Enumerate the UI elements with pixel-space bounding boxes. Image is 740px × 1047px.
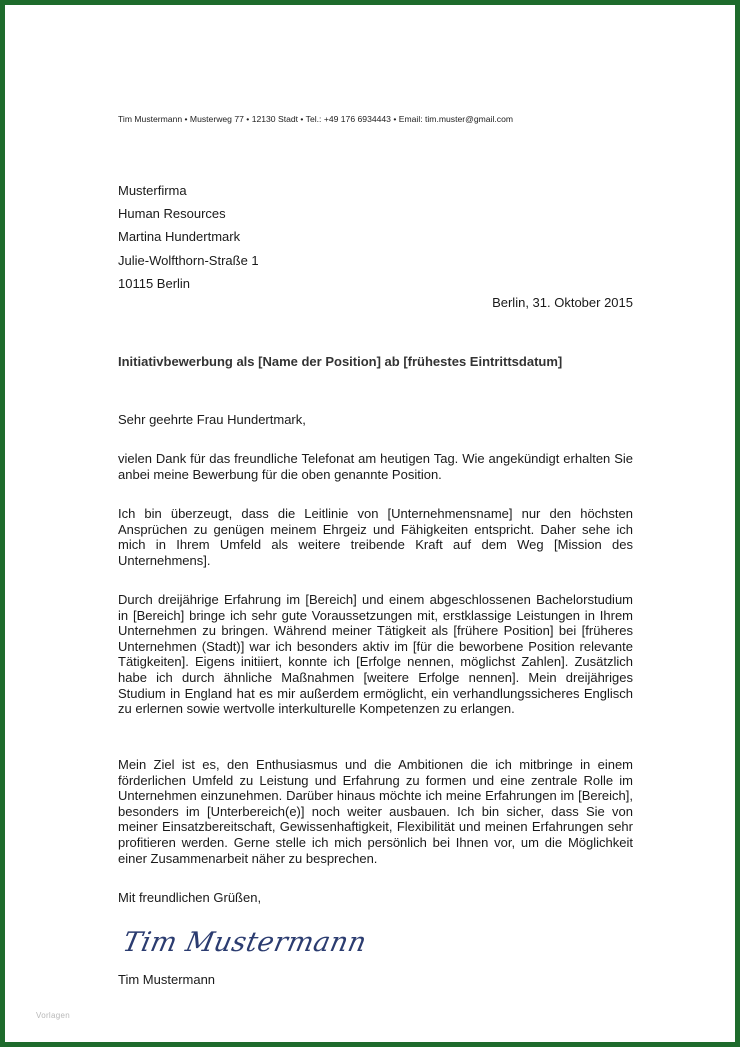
body-paragraph: Durch dreijährige Erfahrung im [Bereich] und einem abgeschlossenen Bachelorstudium in [Bereich] bringe ich sehr gute Voraussetzungen mit, erstklassige Leistungen in Ihrem Unternehmen zu bringen. Während meiner Tätigkeit als [frühere Position] bei [früheres Unternehmen (Stadt)] war ich besonders aktiv im [für die beworbene Position relevante Tätigkeiten]. Eigens initiiert, konnte ich [Erfolge nennen, möglichst Zahlen]. Zusätzlich habe ich durch ähnliche Maßnahmen [weitere Erfolge nennen]. Mein dreijähriges Studium in England hat es mir außerdem ermöglicht, ein verhandlungssicheres Englisch zu erlernen sowie wertvolle interkulturelle Kompetenzen zu erlangen. (118, 592, 633, 717)
handwritten-signature: Tim Mustermann (120, 927, 370, 958)
recipient-company: Musterfirma (118, 183, 187, 198)
recipient-address (118, 179, 259, 295)
letter-subject: Initiativbewerbung als [Name der Position] ab [frühestes Eintrittsdatum] (118, 354, 563, 369)
recipient-street: Julie-Wolfthorn-Straße 1 (118, 252, 259, 268)
body-paragraph: Ich bin überzeugt, dass die Leitlinie von [Unternehmensname] nur den höchsten Ansprüchen zu genügen meinem Ehrgeiz und Fähigkeiten entspricht. Daher sehe ich mich in Ihrem Umfeld als weitere treibende Kraft auf dem Weg [Mission des Unternehmens]. (118, 506, 633, 568)
recipient-name: Martina Hundertmark (118, 229, 241, 245)
signer-name: Tim Mustermann (118, 972, 216, 987)
recipient-department: Human Resources (118, 206, 226, 222)
sender-line: Tim Mustermann • Musterweg 77 • 12130 Stadt • Tel.: +49 176 6934443 • Email: tim.muster@gmail.com (118, 114, 514, 124)
salutation: Sehr geehrte Frau Hundertmark, (118, 412, 306, 427)
body-paragraph: vielen Dank für das freundliche Telefonat am heutigen Tag. Wie angekündigt erhalten Sie anbei meine Bewerbung für die oben genannte Position. (118, 451, 633, 482)
watermark: Vorlagen (36, 1011, 70, 1020)
closing: Mit freundlichen Grüßen, (118, 890, 262, 905)
body-paragraph: Mein Ziel ist es, den Enthusiasmus und die Ambitionen die ich mitbringe in einem förderlichen Umfeld zu Leistung und Erfahrung zu formen und eine zentrale Rolle im Unternehmen einzunehmen. Darüber hinaus möchte ich meine Erfahrungen im [Bereich], besonders im [Unterbereich(e)] noch weiter ausbauen. Ich bin sicher, dass Sie von meiner Einsatzbereitschaft, Gewissenhaftigkeit, Flexibilität und meinen Erfahrungen sehr profitieren werden. Gerne stelle ich mich persönlich bei Ihnen vor, um die Möglichkeit einer Zusammenarbeit näher zu besprechen. (118, 757, 633, 866)
recipient-city: 10115 Berlin (118, 275, 191, 291)
letter-date: Berlin, 31. Oktober 2015 (492, 295, 633, 310)
